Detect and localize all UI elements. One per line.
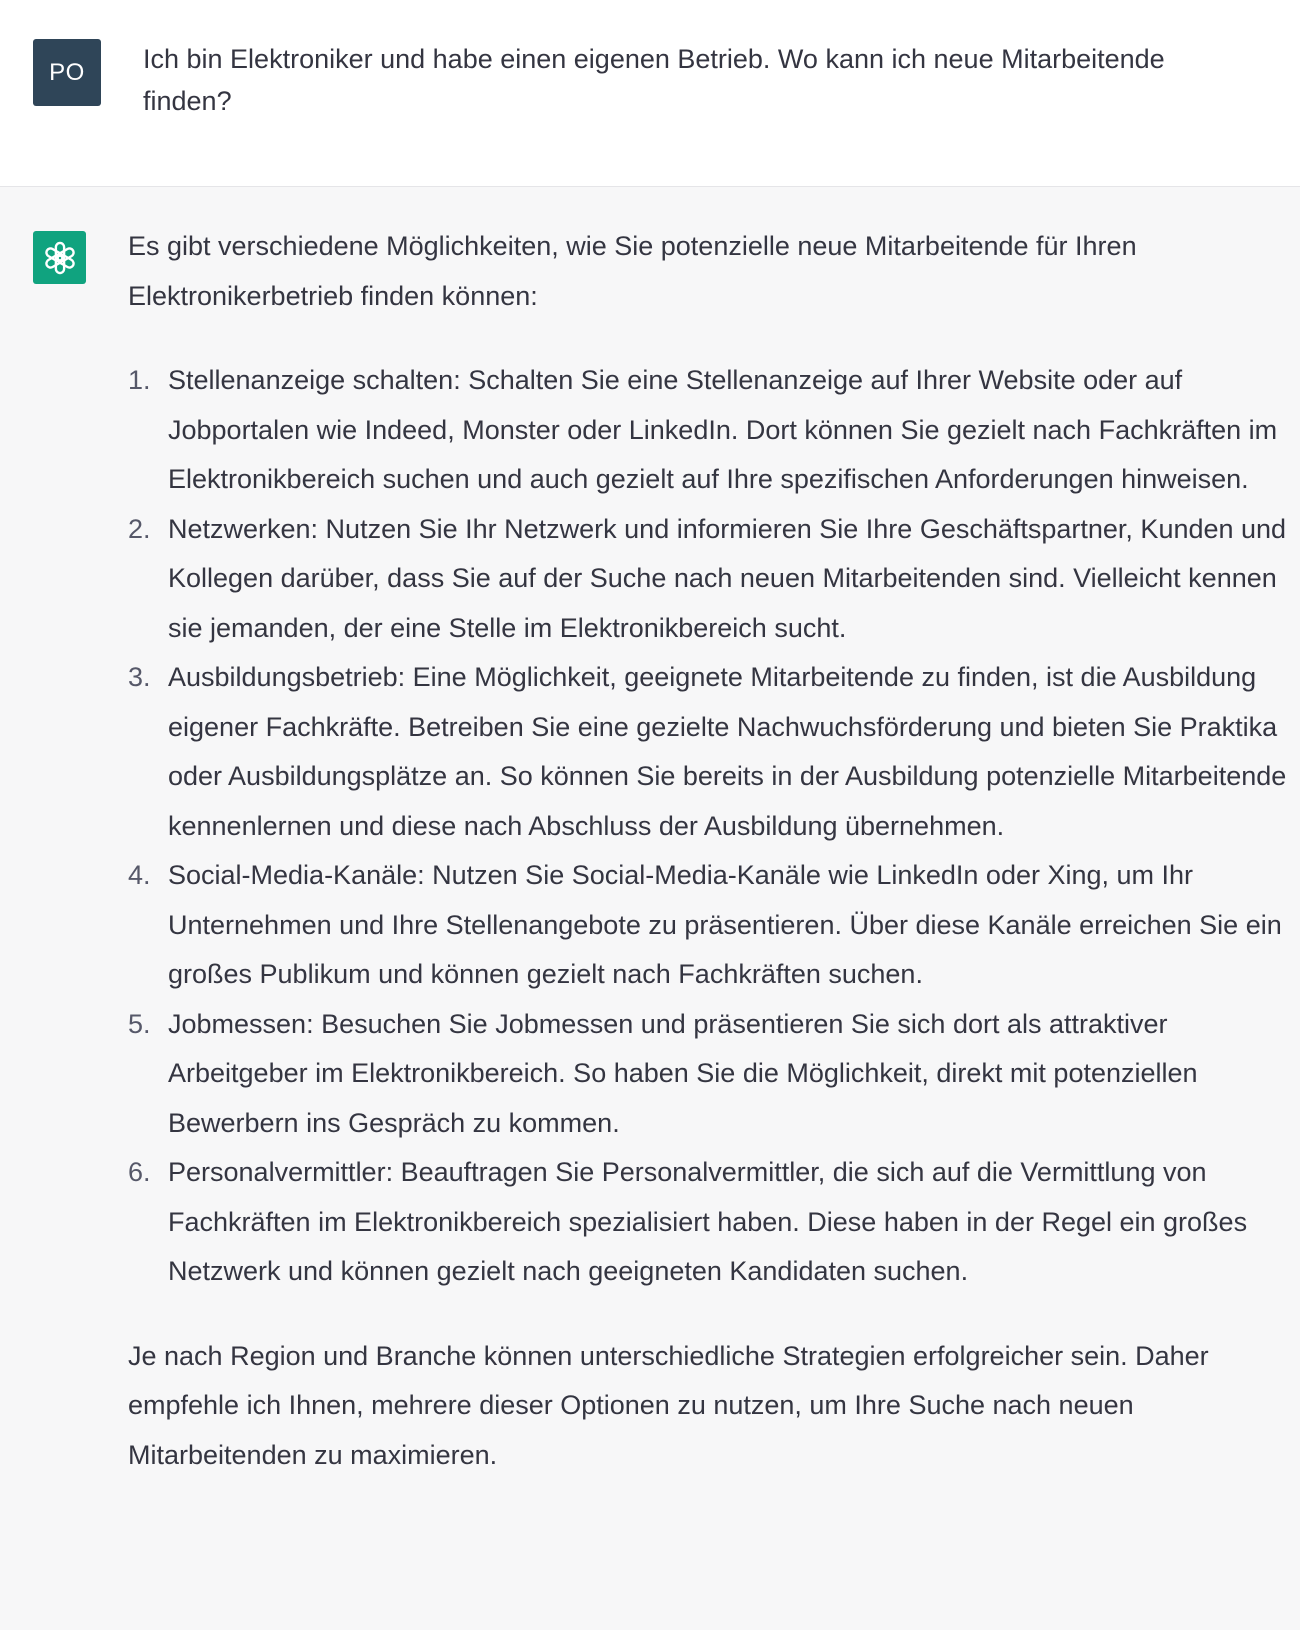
assistant-intro: Es gibt verschiedene Möglichkeiten, wie Sie potenzielle neue Mitarbeitende für Ihren Elektronikerbetrieb finden können:	[128, 231, 1137, 311]
list-item	[128, 505, 1288, 654]
list-item	[128, 1000, 1288, 1149]
list-item-text: Personalvermittler: Beauftragen Sie Personalvermittler, die sich auf die Vermittlung von Fachkräften im Elektronikbereich spezialisiert haben. Diese haben in der Regel ein großes Netzwerk und können gezielt nach geeigneten Kandidaten suchen.	[168, 1157, 1248, 1286]
list-item	[128, 851, 1288, 1000]
assistant-message-content	[128, 222, 1288, 1480]
list-item	[128, 356, 1288, 505]
list-item-number: 5.	[128, 1008, 151, 1039]
list-item-number: 1.	[128, 365, 151, 395]
assistant-message	[0, 187, 1300, 1630]
user-message	[0, 0, 1300, 187]
list-item-text: Ausbildungsbetrieb: Eine Möglichkeit, geeignete Mitarbeitende zu finden, ist die Ausbildung eigener Fachkräfte. Betreiben Sie eine gezielte Nachwuchsförderung und bieten Sie Praktika oder Ausbildungsplätze an. So können Sie bereits in der Ausbildung potenzielle Mitarbeitende kennenlernen und diese nach Abschluss der Ausbildung übernehmen.	[168, 662, 1287, 841]
user-message-text: Ich bin Elektroniker und habe einen eigenen Betrieb. Wo kann ich neue Mitarbeitende finden?	[143, 44, 1165, 116]
list-item-number: 4.	[128, 860, 151, 890]
assistant-outro: Je nach Region und Branche können unterschiedliche Strategien erfolgreicher sein. Daher empfehle ich Ihnen, mehrere dieser Optionen zu nutzen, um Ihre Suche nach neuen Mitarbeitenden zu maximieren.	[128, 1340, 1209, 1470]
user-avatar-initials: PO	[49, 58, 85, 86]
list-item-text: Netzwerken: Nutzen Sie Ihr Netzwerk und informieren Sie Ihre Geschäftspartner, Kunden und Kollegen darüber, dass Sie auf der Suche nach neuen Mitarbeitenden sind. Vielleicht kennen sie jemanden, der eine Stelle im Elektronikbereich sucht.	[168, 513, 1287, 643]
list-item-number: 2.	[128, 513, 151, 544]
user-avatar	[33, 39, 101, 106]
openai-logo-icon	[33, 231, 86, 284]
list-item-text: Stellenanzeige schalten: Schalten Sie eine Stellenanzeige auf Ihrer Website oder auf Jobportalen wie Indeed, Monster oder LinkedIn. Dort können Sie gezielt nach Fachkräften im Elektronikbereich suchen und auch gezielt auf Ihre spezifischen Anforderungen hinweisen.	[168, 365, 1278, 494]
list-item-text: Jobmessen: Besuchen Sie Jobmessen und präsentieren Sie sich dort als attraktiver Arbeitgeber im Elektronikbereich. So haben Sie die Möglichkeit, direkt mit potenziellen Bewerbern ins Gespräch zu kommen.	[168, 1008, 1198, 1138]
answer-list	[128, 356, 1288, 1297]
list-item-text: Social-Media-Kanäle: Nutzen Sie Social-Media-Kanäle wie LinkedIn oder Xing, um Ihr Unternehmen und Ihre Stellenangebote zu präsentieren. Über diese Kanäle erreichen Sie ein großes Publikum und können gezielt nach Fachkräften suchen.	[168, 860, 1282, 989]
list-item	[128, 653, 1288, 851]
list-item-number: 6.	[128, 1157, 151, 1187]
list-item	[128, 1148, 1288, 1297]
list-item-number: 3.	[128, 662, 151, 692]
